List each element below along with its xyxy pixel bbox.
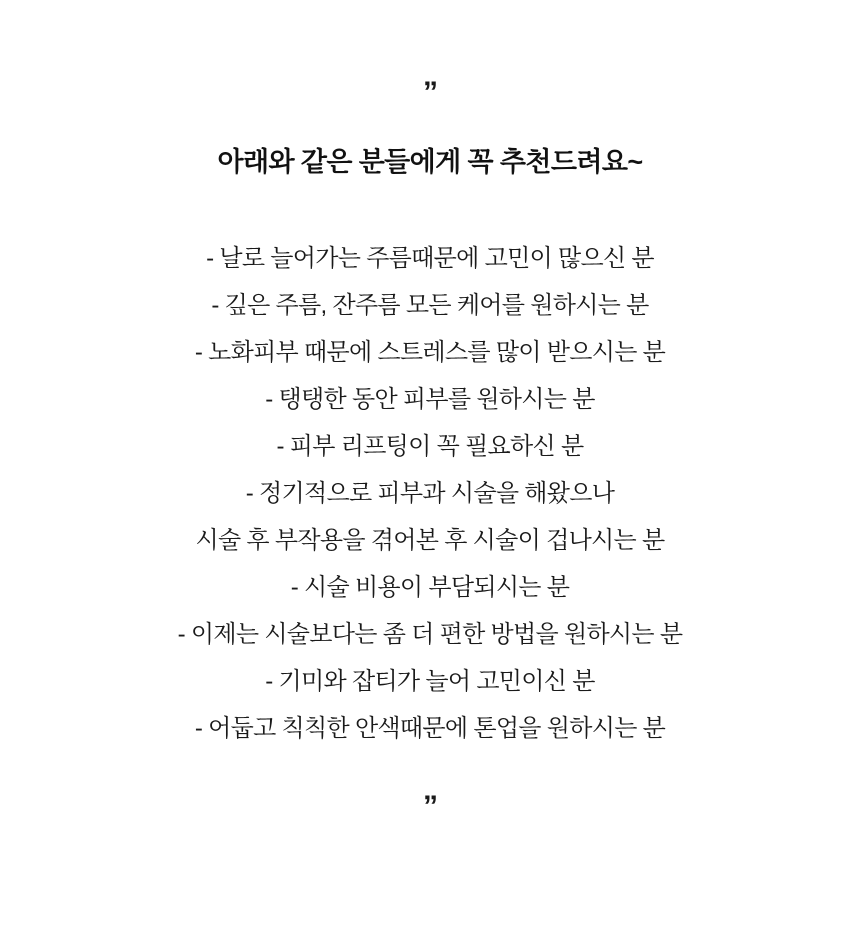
list-item: - 기미와 잡티가 늘어 고민이신 분 [265, 668, 595, 695]
list-item: - 이제는 시술보다는 좀 더 편한 방법을 원하시는 분 [177, 621, 683, 648]
list-item: - 노화피부 때문에 스트레스를 많이 받으시는 분 [194, 339, 666, 366]
page-title: 아래와 같은 분들에게 꼭 추천드려요~ [217, 147, 643, 177]
list-item: - 날로 늘어가는 주름때문에 고민이 많으신 분 [206, 245, 654, 272]
list-item: - 피부 리프팅이 꼭 필요하신 분 [276, 433, 584, 460]
list-item: - 시술 비용이 부담되시는 분 [290, 574, 570, 601]
list-item: - 탱탱한 동안 피부를 원하시는 분 [265, 386, 595, 413]
list-item: 시술 후 부작용을 겪어본 후 시술이 겁나시는 분 [195, 527, 665, 554]
list-item: - 깊은 주름, 잔주름 모든 케어를 원하시는 분 [211, 292, 649, 319]
list-item: - 어둡고 칙칙한 안색때문에 톤업을 원하시는 분 [194, 715, 666, 742]
opening-quote-mark: ” [423, 76, 437, 109]
list-item: - 정기적으로 피부과 시술을 해왔으나 [245, 480, 615, 507]
closing-quote-mark: ” [423, 790, 437, 823]
recommendation-list [178, 235, 683, 752]
